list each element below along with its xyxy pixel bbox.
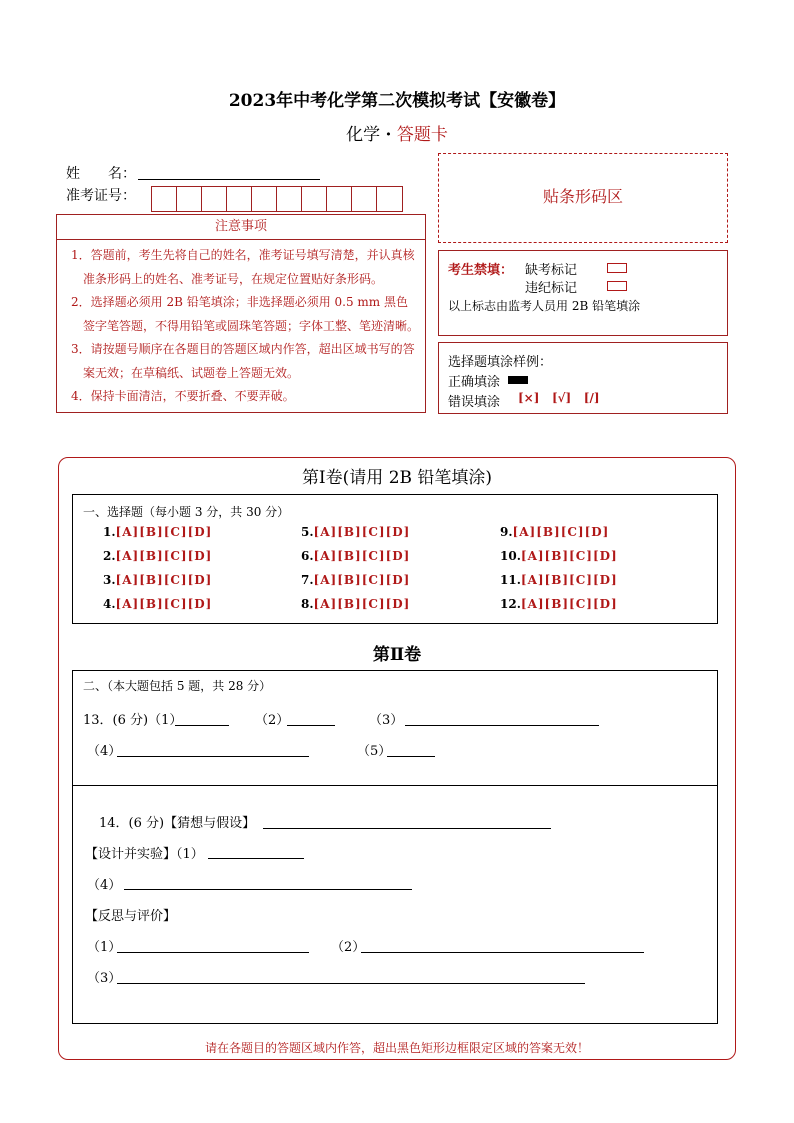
mcq-row[interactable]: 10.[A][B][C][D] [500,549,618,563]
q13-stem: 13．(6 分)（1） [83,713,183,728]
sample-title: 选择题填涂样例： [448,355,553,370]
mcq-row[interactable]: 11.[A][B][C][D] [500,573,618,587]
q13-answer-4[interactable] [117,755,309,757]
q13-part-2: （2） [255,713,290,728]
q14-stem: 14．(6 分)【猜想与假设】 [99,816,256,831]
mcq-row[interactable]: 1.[A][B][C][D] [103,525,213,539]
id-label: 准考证号： [66,188,136,204]
q14-design-answer-1[interactable] [208,857,304,859]
mcq-row[interactable]: 5.[A][B][C][D] [301,525,411,539]
q13-part-4: （4） [87,744,122,759]
question-13-box [72,670,718,786]
notice-heading: 注意事项 [57,215,425,240]
q14-reflect-1: （1） [87,940,122,955]
forbid-label: 考生禁填： [448,263,514,278]
q14-reflect-2: （2） [331,940,366,955]
wrong-label: 错误填涂 [448,395,501,410]
barcode-area[interactable]: 贴条形码区 [438,153,728,243]
name-field[interactable] [138,178,320,180]
q14-part-4: （4） [87,878,122,893]
missing-mark-box[interactable] [607,263,627,273]
mcq-row[interactable]: 2.[A][B][C][D] [103,549,213,563]
q13-part-5: （5） [357,744,392,759]
mcq-row[interactable]: 8.[A][B][C][D] [301,597,411,611]
choice-section-label: 一、选择题（每小题 3 分，共 30 分） [83,505,290,519]
part1-title: 第Ⅰ卷(请用 2B 铅笔填涂) [301,468,493,488]
missing-label: 缺考标记 [525,263,578,278]
wrong-mark: [×] [518,391,540,405]
filled-sample-mark [508,376,528,384]
notice-item: 2．选择题必须用 2B 铅笔填涂；非选择题必须用 0.5 mm 黑色签字笔答题，不得用铅笔或圆珠笔答题；字体工整、笔迹清晰。 [71,295,420,333]
q14-reflect-answer-3[interactable] [117,982,585,984]
mcq-row[interactable]: 9.[A][B][C][D] [500,525,610,539]
page-title: 2023年中考化学第二次模拟考试【安徽卷】 [228,91,566,111]
q14-hypothesis-answer[interactable] [263,827,551,829]
exam-id-boxes[interactable] [151,186,403,212]
wrong-mark: [/] [583,391,600,405]
mcq-row[interactable]: 12.[A][B][C][D] [500,597,618,611]
correct-label: 正确填涂 [448,375,501,390]
card-label: 答题卡 [396,125,448,145]
mcq-row[interactable]: 7.[A][B][C][D] [301,573,411,587]
q13-answer-3[interactable] [405,724,599,726]
q14-reflect-answer-1[interactable] [117,951,309,953]
name-label: 姓 名： [66,166,136,182]
proctor-panel [438,250,728,336]
q14-design-label: 【设计并实验】（1） [85,847,204,862]
violation-mark-box[interactable] [607,281,627,291]
q13-part-3: （3） [369,713,404,728]
footer-note: 请在各题目的答题区域内作答，超出黑色矩形边框限定区域的答案无效！ [204,1041,589,1055]
wrong-mark: [√] [551,391,572,405]
notice-panel [56,214,426,413]
mcq-row[interactable]: 6.[A][B][C][D] [301,549,411,563]
q14-reflect-3: （3） [87,971,122,986]
q13-answer-2[interactable] [287,724,335,726]
part2-title: 第Ⅱ卷 [372,645,422,665]
mcq-row[interactable]: 4.[A][B][C][D] [103,597,213,611]
q14-answer-4[interactable] [124,888,412,890]
q13-answer-1[interactable] [175,724,229,726]
mcq-row[interactable]: 3.[A][B][C][D] [103,573,213,587]
notice-item: 3．请按题号顺序在各题目的答题区域内作答，超出区域书写的答案无效；在草稿纸、试题卷上答题无效。 [71,342,415,380]
subtitle-separator: · [385,125,392,145]
violation-label: 违纪标记 [525,281,578,296]
question-14-box [72,785,718,1024]
q14-reflect-answer-2[interactable] [361,951,644,953]
notice-item: 1．答题前，考生先将自己的姓名，准考证号填写清楚，并认真核准条形码上的姓名、准考证号，在规定位置贴好条形码。 [71,248,415,286]
page-subtitle [0,120,794,145]
sample-panel [438,342,728,414]
q14-reflect-label: 【反思与评价】 [85,909,177,924]
part2-section-label: 二、（本大题包括 5 题，共 28 分） [83,679,272,693]
subject-label: 化学 [346,125,381,145]
wrong-sample-marks [518,391,600,405]
choice-section [72,494,718,624]
forbid-note: 以上标志由监考人员用 2B 铅笔填涂 [448,299,641,313]
q13-answer-5[interactable] [387,755,435,757]
notice-item: 4．保持卡面清洁，不要折叠、不要弄破。 [71,389,295,403]
